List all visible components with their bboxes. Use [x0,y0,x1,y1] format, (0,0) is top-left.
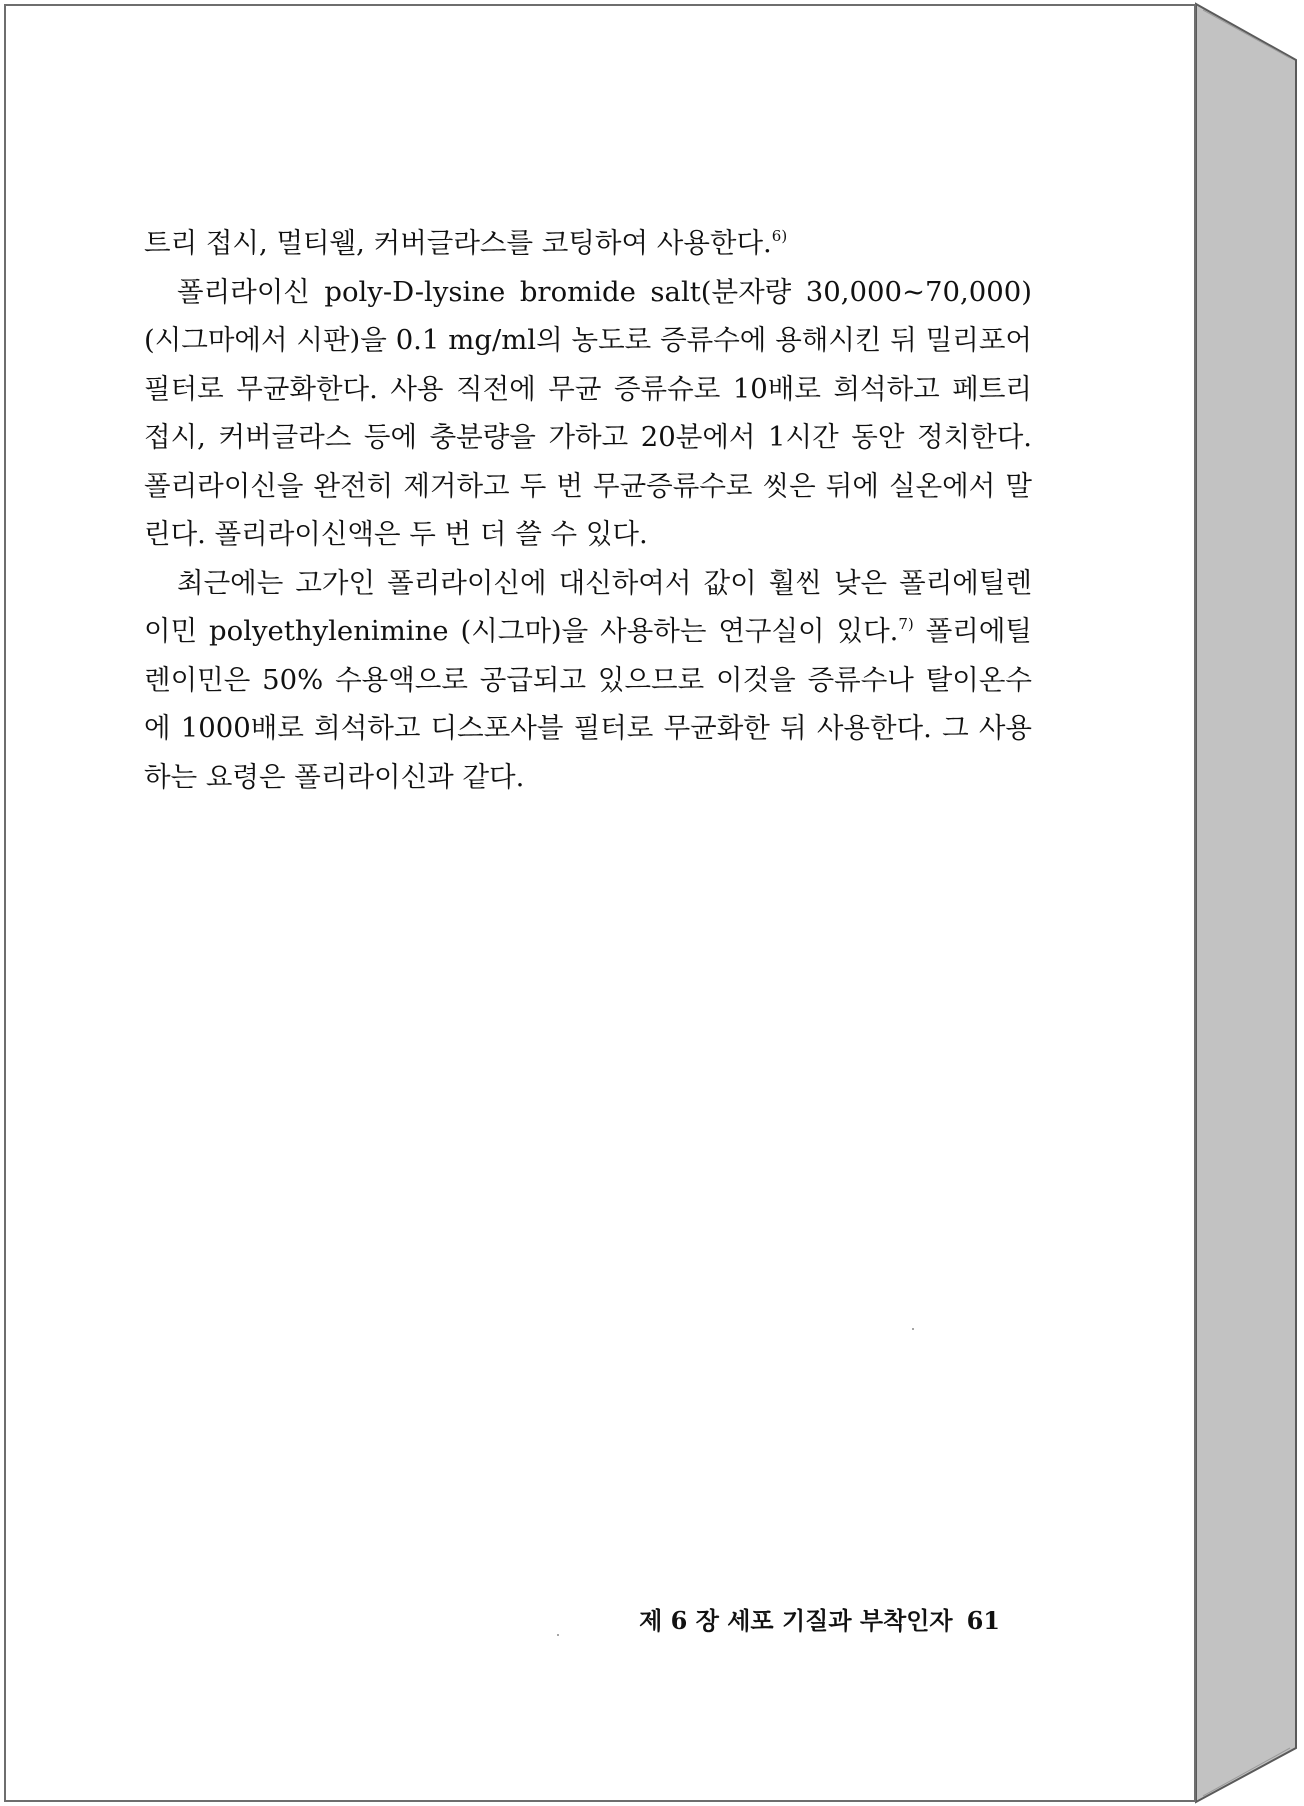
paragraph-polyethylenimine [144,559,1032,802]
page-stack-side [1196,4,1296,1802]
paragraph-continuation [144,219,1032,268]
paragraph-text: 최근에는 고가인 폴리라이신에 대신하여서 값이 훨씬 낮은 폴리에틸렌이민 polyethylenimine (시그마)을 사용하는 연구실이 있다. [144,566,1032,647]
running-footer [606,1601,1000,1636]
scan-speck [912,1328,914,1330]
footnote-marker: 7) [898,615,914,633]
paragraph-text: 트리 접시, 멀티웰, 커버글라스를 코팅하여 사용한다. [144,227,772,259]
chapter-running-head: 제 6 장 세포 기질과 부착인자 [639,1606,953,1635]
paragraph-poly-lysine: 폴리라이신 poly-D-lysine bromide salt(분자량 30,000~70,000)(시그마에서 시판)을 0.1 mg/ml의 농도로 증류수에 용해시킨 뒤 밀리포어 필터로 무균화한다. 사용 직전에 무균 증류슈로 10배로 희석하고 페트리 접시, 커버글라스 등에 충분량을 가하고 20분에서 1시간 동안 정치한다. 폴리라이신을 완전히 제거하고 두 번 무균증류수로 씻은 뒤에 실온에서 말린다. 폴리라이신액은 두 번 더 쓸 수 있다. [144,275,1032,550]
paragraph-text: 폴리에틸렌이민은 50% 수용액으로 공급되고 있으므로 이것을 증류수나 탈이온수에 1000배로 희석하고 디스포사블 필터로 무균화한 뒤 사용한다. 그 사용하는 요령은 폴리라이신과 같다. [144,615,1032,793]
page-number: 61 [966,1606,1000,1635]
footnote-marker: 6) [771,227,788,245]
scan-speck [557,1634,559,1636]
book-page [4,4,1196,1802]
body-text [144,219,1032,801]
